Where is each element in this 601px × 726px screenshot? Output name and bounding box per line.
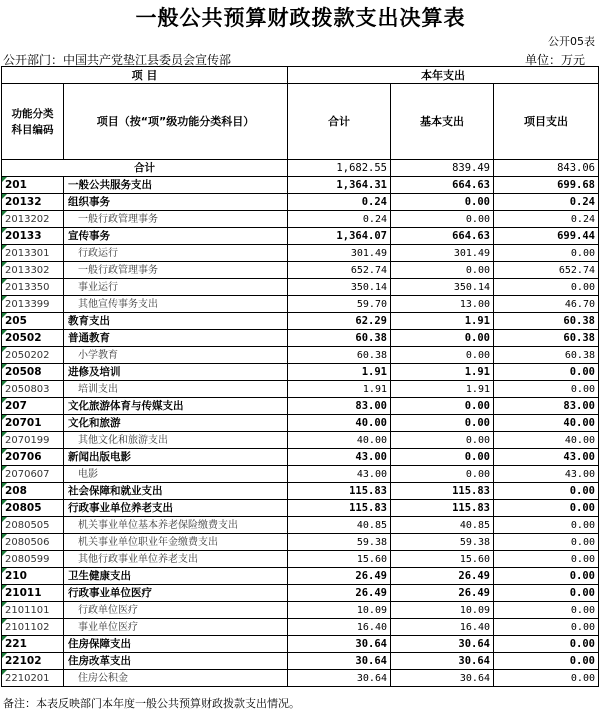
table-row: [2, 211, 599, 228]
total-row-total: 1,682.55: [288, 160, 391, 177]
row-total: 59.70: [288, 296, 391, 313]
name-column-header: 项目（按“项”级功能分类科目）: [64, 84, 288, 160]
table-row: [2, 602, 599, 619]
row-total: 1.91: [288, 381, 391, 398]
row-code: 20701: [2, 415, 64, 432]
row-name: 普通教育: [64, 330, 288, 347]
row-project: 40.00: [494, 415, 599, 432]
row-project: 0.00: [494, 517, 599, 534]
table-row: [2, 432, 599, 449]
row-code: 2070199: [2, 432, 64, 449]
total-row-project: 843.06: [494, 160, 599, 177]
row-code: 2210201: [2, 670, 64, 687]
table-row: [2, 381, 599, 398]
table-row: [2, 415, 599, 432]
row-project: 0.00: [494, 364, 599, 381]
footnote: 备注：本表反映部门本年度一般公共预算财政拨款支出情况。: [3, 697, 300, 710]
row-total: 301.49: [288, 245, 391, 262]
row-basic: 0.00: [391, 347, 494, 364]
table-row: [2, 670, 599, 687]
row-code: 2101102: [2, 619, 64, 636]
header-row-group: [2, 67, 599, 84]
row-name: 一般行政管理事务: [64, 211, 288, 228]
table-row: [2, 262, 599, 279]
row-basic: 350.14: [391, 279, 494, 296]
row-code: 2013399: [2, 296, 64, 313]
code-column-header: 功能分类 科目编码: [2, 84, 64, 160]
row-basic: 1.91: [391, 381, 494, 398]
row-basic: 0.00: [391, 449, 494, 466]
row-basic: 0.00: [391, 262, 494, 279]
basic-column-header: 基本支出: [391, 84, 494, 160]
row-name: 事业单位医疗: [64, 619, 288, 636]
table-row: [2, 245, 599, 262]
table-row: [2, 500, 599, 517]
row-code: 2013301: [2, 245, 64, 262]
row-name: 行政单位医疗: [64, 602, 288, 619]
row-name: 其他行政事业单位养老支出: [64, 551, 288, 568]
table-row: [2, 653, 599, 670]
row-basic: 40.85: [391, 517, 494, 534]
row-project: 699.44: [494, 228, 599, 245]
table-row: [2, 296, 599, 313]
row-basic: 115.83: [391, 483, 494, 500]
row-code: 2050803: [2, 381, 64, 398]
row-basic: 664.63: [391, 177, 494, 194]
row-code: 205: [2, 313, 64, 330]
row-name: 行政事业单位医疗: [64, 585, 288, 602]
row-basic: 0.00: [391, 194, 494, 211]
row-name: 其他宣传事务支出: [64, 296, 288, 313]
row-code: 20706: [2, 449, 64, 466]
row-total: 60.38: [288, 330, 391, 347]
row-code: 221: [2, 636, 64, 653]
row-code: 2013202: [2, 211, 64, 228]
table-row: [2, 313, 599, 330]
row-total: 40.00: [288, 432, 391, 449]
row-basic: 30.64: [391, 670, 494, 687]
table-row: [2, 636, 599, 653]
row-total: 115.83: [288, 483, 391, 500]
row-total: 40.85: [288, 517, 391, 534]
row-code: 2050202: [2, 347, 64, 364]
row-name: 机关事业单位基本养老保险缴费支出: [64, 517, 288, 534]
department-label: 公开部门：中国共产党垫江县委员会宣传部: [3, 53, 232, 67]
unit-label: 单位：万元: [524, 53, 585, 67]
row-total: 43.00: [288, 449, 391, 466]
row-total: 1.91: [288, 364, 391, 381]
table-row: [2, 279, 599, 296]
row-name: 卫生健康支出: [64, 568, 288, 585]
row-name: 组织事务: [64, 194, 288, 211]
row-basic: 16.40: [391, 619, 494, 636]
row-total: 30.64: [288, 670, 391, 687]
row-total: 1,364.07: [288, 228, 391, 245]
row-project: 0.00: [494, 534, 599, 551]
row-code: 210: [2, 568, 64, 585]
row-name: 一般行政管理事务: [64, 262, 288, 279]
table-row: [2, 619, 599, 636]
row-basic: 1.91: [391, 313, 494, 330]
table-row: [2, 585, 599, 602]
table-row: [2, 398, 599, 415]
row-basic: 0.00: [391, 466, 494, 483]
row-basic: 301.49: [391, 245, 494, 262]
row-total: 15.60: [288, 551, 391, 568]
table-row: [2, 534, 599, 551]
row-code: 2080505: [2, 517, 64, 534]
total-row-basic: 839.49: [391, 160, 494, 177]
row-name: 宣传事务: [64, 228, 288, 245]
row-name: 电影: [64, 466, 288, 483]
row-basic: 0.00: [391, 415, 494, 432]
row-code: 201: [2, 177, 64, 194]
row-code: 2013350: [2, 279, 64, 296]
row-code: 21011: [2, 585, 64, 602]
project-column-header: 项目支出: [494, 84, 599, 160]
row-code: 207: [2, 398, 64, 415]
row-project: 60.38: [494, 330, 599, 347]
row-project: 652.74: [494, 262, 599, 279]
expenditure-table: [1, 66, 599, 687]
row-project: 0.24: [494, 194, 599, 211]
row-code: 22102: [2, 653, 64, 670]
row-code: 20805: [2, 500, 64, 517]
row-code: 2101101: [2, 602, 64, 619]
current-year-header: 本年支出: [288, 67, 599, 84]
row-name: 教育支出: [64, 313, 288, 330]
table-row: [2, 551, 599, 568]
row-basic: 15.60: [391, 551, 494, 568]
row-total: 26.49: [288, 585, 391, 602]
row-name: 培训支出: [64, 381, 288, 398]
form-number: 公开05表: [548, 35, 595, 48]
item-group-header: 项 目: [2, 67, 288, 84]
row-basic: 0.00: [391, 432, 494, 449]
row-total: 43.00: [288, 466, 391, 483]
total-row: [2, 160, 599, 177]
row-name: 文化旅游体育与传媒支出: [64, 398, 288, 415]
table-row: [2, 228, 599, 245]
row-total: 40.00: [288, 415, 391, 432]
table-row: [2, 466, 599, 483]
row-project: 0.00: [494, 551, 599, 568]
row-total: 16.40: [288, 619, 391, 636]
row-name: 住房改革支出: [64, 653, 288, 670]
row-project: 0.00: [494, 381, 599, 398]
row-total: 83.00: [288, 398, 391, 415]
row-project: 46.70: [494, 296, 599, 313]
row-basic: 26.49: [391, 585, 494, 602]
table-row: [2, 364, 599, 381]
row-project: 0.00: [494, 636, 599, 653]
row-project: 0.00: [494, 619, 599, 636]
row-code: 2080506: [2, 534, 64, 551]
table-row: [2, 449, 599, 466]
table-row: [2, 177, 599, 194]
row-total: 0.24: [288, 194, 391, 211]
table-row: [2, 347, 599, 364]
total-column-header: 合计: [288, 84, 391, 160]
table-row: [2, 483, 599, 500]
row-code: 20133: [2, 228, 64, 245]
row-total: 30.64: [288, 636, 391, 653]
row-name: 机关事业单位职业年金缴费支出: [64, 534, 288, 551]
row-name: 进修及培训: [64, 364, 288, 381]
row-project: 0.00: [494, 568, 599, 585]
row-project: 83.00: [494, 398, 599, 415]
header-row-columns: [2, 84, 599, 160]
row-project: 0.00: [494, 500, 599, 517]
row-project: 0.00: [494, 602, 599, 619]
row-code: 2013302: [2, 262, 64, 279]
row-name: 文化和旅游: [64, 415, 288, 432]
table-row: [2, 568, 599, 585]
row-total: 59.38: [288, 534, 391, 551]
row-total: 0.24: [288, 211, 391, 228]
row-project: 0.24: [494, 211, 599, 228]
row-name: 行政事业单位养老支出: [64, 500, 288, 517]
row-basic: 1.91: [391, 364, 494, 381]
row-total: 62.29: [288, 313, 391, 330]
row-total: 30.64: [288, 653, 391, 670]
row-project: 43.00: [494, 466, 599, 483]
row-basic: 0.00: [391, 330, 494, 347]
row-project: 0.00: [494, 585, 599, 602]
row-project: 699.68: [494, 177, 599, 194]
row-total: 652.74: [288, 262, 391, 279]
row-total: 10.09: [288, 602, 391, 619]
row-basic: 13.00: [391, 296, 494, 313]
row-total: 60.38: [288, 347, 391, 364]
row-basic: 30.64: [391, 636, 494, 653]
row-total: 115.83: [288, 500, 391, 517]
row-name: 行政运行: [64, 245, 288, 262]
row-total: 1,364.31: [288, 177, 391, 194]
total-row-label: 合计: [2, 160, 288, 177]
row-basic: 10.09: [391, 602, 494, 619]
row-code: 20508: [2, 364, 64, 381]
row-project: 0.00: [494, 483, 599, 500]
row-project: 40.00: [494, 432, 599, 449]
row-name: 一般公共服务支出: [64, 177, 288, 194]
row-total: 26.49: [288, 568, 391, 585]
page-title: 一般公共预算财政拨款支出决算表: [135, 6, 466, 30]
table-row: [2, 517, 599, 534]
row-code: 20502: [2, 330, 64, 347]
row-project: 43.00: [494, 449, 599, 466]
row-basic: 115.83: [391, 500, 494, 517]
row-name: 社会保障和就业支出: [64, 483, 288, 500]
row-name: 小学教育: [64, 347, 288, 364]
row-basic: 26.49: [391, 568, 494, 585]
row-total: 350.14: [288, 279, 391, 296]
row-basic: 30.64: [391, 653, 494, 670]
row-code: 2070607: [2, 466, 64, 483]
row-name: 新闻出版电影: [64, 449, 288, 466]
row-basic: 0.00: [391, 398, 494, 415]
row-project: 0.00: [494, 245, 599, 262]
row-basic: 59.38: [391, 534, 494, 551]
row-project: 0.00: [494, 279, 599, 296]
row-name: 住房公积金: [64, 670, 288, 687]
row-project: 0.00: [494, 670, 599, 687]
row-code: 208: [2, 483, 64, 500]
row-project: 60.38: [494, 347, 599, 364]
row-basic: 0.00: [391, 211, 494, 228]
table-row: [2, 330, 599, 347]
row-name: 其他文化和旅游支出: [64, 432, 288, 449]
row-name: 住房保障支出: [64, 636, 288, 653]
row-basic: 664.63: [391, 228, 494, 245]
table-row: [2, 194, 599, 211]
row-code: 20132: [2, 194, 64, 211]
row-name: 事业运行: [64, 279, 288, 296]
row-project: 60.38: [494, 313, 599, 330]
row-project: 0.00: [494, 653, 599, 670]
row-code: 2080599: [2, 551, 64, 568]
